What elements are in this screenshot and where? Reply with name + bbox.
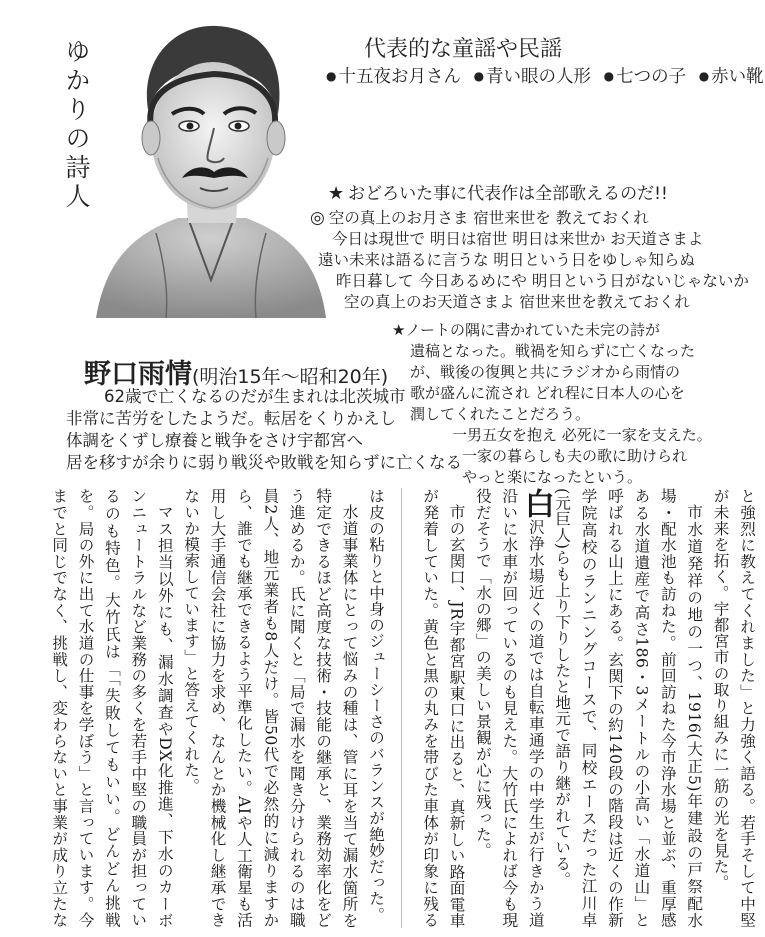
article-paragraph: マス担当以外にも、漏水調査やDX化推進、下水のカーボンニュートラルなど業務の多くを若手中堅の職員が担っているのも特色。大竹氏は「「失敗してもいい。どんどん挑戦を。局の外に出て水道の仕事を学ぼう」と言っています。今までと同じでなく、挑戦し、変わらないと事業が成り立たな: [50, 488, 174, 928]
lyric-line: 空の真上のお天道さまよ 宿世来世を教えておくれ: [344, 293, 690, 311]
note-line: 潤してくれたことだろう。: [410, 405, 591, 423]
note-line: ノートの隅に書かれていた未完の詩が: [405, 321, 661, 339]
note-line: 一家の暮らしも夫の歌に助けられ: [462, 447, 688, 465]
article-paragraph-text: 沢浄水場近くの道では自転車通学の中学生が行きかう道沿いに水車が回っているのも見えた。大竹氏によれば今も現役だそうで「水の郷」の美しい景観が心に残った。: [473, 488, 545, 928]
article-paragraph: 水道事業体にとって悩みの種は、管に耳を当て漏水箇所を特定できるほど高度な技術・技能の継承と、業務効率化をどう進めるか。氏に聞くと「局で漏水を聞き分けられるのは職員2人、地元業者も8人だけ。皆50代で必然的に減りますから、誰でも継承できるよう平準化したい。AIや人工衛星も活用し大手通信会社に協力を求め、なんとか機械化し継承できないか模索しています」と答えてくれた。: [182, 488, 359, 928]
column-divider: [401, 488, 402, 928]
lyric-line: 空の真上のお月さま 宿世来世を 教えておくれ: [328, 209, 649, 227]
bio-line: 居を移すが余りに弱り戦災や敗戦を知らずに亡くなる: [66, 453, 462, 472]
lyric-block: [310, 208, 760, 313]
bio-line: 非常に苦労をしたようだ。転居をくりかえし: [66, 409, 396, 428]
lyric-line: 遠い未来は語るに言うな 明日という日をゆしゃ知らぬ: [318, 251, 695, 269]
bullseye-icon: ◎: [310, 208, 325, 228]
note-line: 遺稿となった。戦禍を知らずに亡くなった: [410, 342, 696, 360]
lyric-line: 今日は現世で 明日は宿世 明日は来世か お天道さまよ: [332, 230, 704, 248]
star-icon: ★: [392, 321, 406, 339]
song-list: [326, 64, 764, 89]
songs-title: 代表的な童謡や民謡: [364, 37, 563, 62]
article-column-left: [43, 488, 389, 928]
song-item: ● 赤い靴: [699, 64, 764, 89]
note-line: やっと楽になったという。: [462, 468, 643, 486]
side-caption: ゆかりの詩人: [62, 38, 91, 212]
note-line: 歌が盛んに流され どれ程に日本人の心を: [410, 384, 685, 402]
poet-name-text: 野口雨情: [84, 359, 192, 390]
article-paragraph: 市水道発祥の地の一つ、1916(大正5)年建設の戸祭配水場・配水池も訪ねた。前回訪ねた今市浄水場と並ぶ、重厚感ある水道遺産で高さ186・3メートルの小高い「水道山」と呼ばれる山上にある。玄関下の約140段の階段は近くの作新学院高校のランニングコースで、同校エースだった江川卓(元巨人)らも上り下りしたと地元で語り継がれている。: [553, 488, 704, 928]
song-item: ● 十五夜お月さん: [326, 64, 461, 89]
song-item: ● 青い眼の人形: [474, 64, 591, 89]
article-paragraph: と強烈に教えてくれました」と力強く語る。若手そして中堅が未来を拓く。宇都宮市の取り組みに一筋の光を見た。: [711, 488, 756, 928]
bio-line: 体調をくずし療養と戦争をさけ宇都宮へ: [66, 431, 363, 450]
article-paragraph-dropcap: [470, 488, 554, 928]
star-icon: ★: [328, 183, 345, 204]
song-item: ● 七つの子: [604, 64, 686, 89]
note-representative-works: [328, 182, 668, 206]
lyric-line: 昨日暮して 今日あるめにや 明日という日がないじゃないか: [336, 272, 749, 290]
article-paragraph: は皮の粘りと中身のジューシーさのバランスが絶妙だった。: [367, 488, 385, 923]
drop-cap: 白: [518, 488, 554, 519]
bio-line: 62歳で亡くなるのだが生まれは北茨城市: [104, 387, 406, 406]
note-line: 一男五女を抱え 必死に一家を支えた。: [452, 426, 712, 444]
note-text: おどろいた事に代表作は全部歌えるのだ!!: [348, 184, 668, 204]
note-line: が、戦後の復興と共にラジオから雨情の: [410, 363, 681, 381]
article-column-right: [414, 488, 760, 928]
poet-dates: (明治15年〜昭和20年): [192, 366, 389, 388]
poet-portrait-illustration: [96, 18, 326, 318]
article-paragraph: 市の玄関口、JR宇都宮駅東口に出ると、真新しい路面電車が発着していた。黄色と黒の丸みを帯びた車体が印象に残る: [421, 488, 466, 928]
